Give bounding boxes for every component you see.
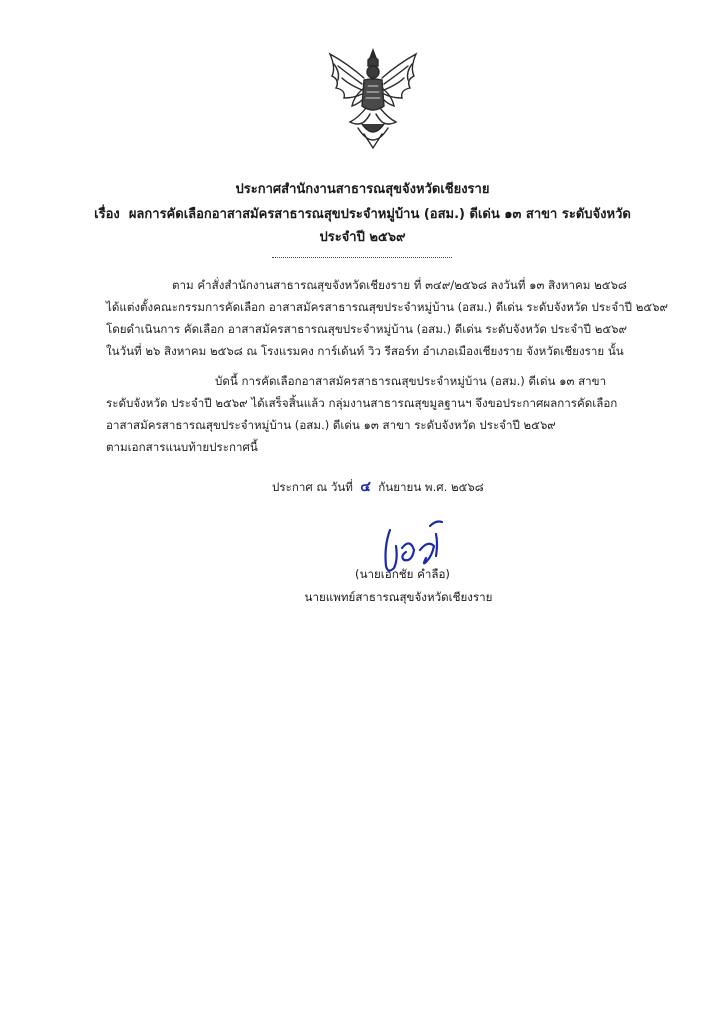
paragraph2-line-1: บัดนี้ การคัดเลือกอาสาสมัครสาธารณสุขประจำหมู่บ้าน (อสม.) ดีเด่น ๑๓ สาขา: [215, 374, 607, 388]
subject-text: ผลการคัดเลือกอาสาสมัครสาธารณสุขประจำหมู่บ้าน (อสม.) ดีเด่น ๑๓ สาขา ระดับจังหวัด: [128, 207, 631, 222]
paragraph2-line-3: อาสาสมัครสาธารณสุขประจำหมู่บ้าน (อสม.) ดีเด่น ๑๓ สาขา ระดับจังหวัด ประจำปี ๒๕๖๙: [106, 418, 556, 432]
header-divider: [272, 257, 452, 258]
paragraph2-line-4: ตามเอกสารแนบท้ายประกาศนี้: [106, 440, 258, 454]
announcement-suffix: กันยายน พ.ศ. ๒๕๖๘: [378, 480, 484, 494]
document-title: ประกาศสำนักงานสาธารณสุขจังหวัดเชียงราย: [235, 182, 490, 197]
paragraph2-line-2: ระดับจังหวัด ประจำปี ๒๕๖๙ ได้เสร็จสิ้นแล้ว กลุ่มงานสาธารณสุขมูลฐานฯ จึงขอประกาศผลการคัดเลือก: [106, 396, 618, 410]
subject-label: เรื่อง: [94, 207, 120, 222]
announcement-date: [272, 479, 484, 495]
announcement-prefix: ประกาศ ณ วันที่: [272, 480, 353, 494]
paragraph1-line-1: ตาม คำสั่งสำนักงานสาธารณสุขจังหวัดเชียงราย ที่ ๓๔๙/๒๕๖๘ ลงวันที่ ๑๓ สิงหาคม ๒๕๖๘: [172, 278, 627, 292]
signatory-position: นายแพทย์สาธารณสุขจังหวัดเชียงราย: [304, 590, 493, 604]
document-subject: [0, 206, 725, 224]
garuda-emblem-icon: [318, 44, 428, 156]
subject-line-2: ประจำปี ๒๕๖๙: [319, 230, 406, 245]
paragraph1-line-3: โดยดำเนินการ คัดเลือก อาสาสมัครสาธารณสุขประจำหมู่บ้าน (อสม.) ดีเด่น ระดับจังหวัด ประจำปี ๒๕๖๙: [106, 322, 627, 336]
announcement-day: ๔: [360, 479, 371, 495]
signatory-name: (นายเอกชัย คำลือ): [355, 567, 450, 581]
paragraph1-line-2: ได้แต่งตั้งคณะกรรมการคัดเลือก อาสาสมัครสาธารณสุขประจำหมู่บ้าน (อสม.) ดีเด่น ระดับจังหวัด ประจำปี ๒๕๖๙: [106, 300, 668, 314]
paragraph1-line-4: ในวันที่ ๒๖ สิงหาคม ๒๕๖๘ ณ โรงแรมคง การ์เด้นท์ วิว รีสอร์ท อำเภอเมืองเชียงราย จังหวัดเชียงราย นั้น: [106, 344, 624, 358]
